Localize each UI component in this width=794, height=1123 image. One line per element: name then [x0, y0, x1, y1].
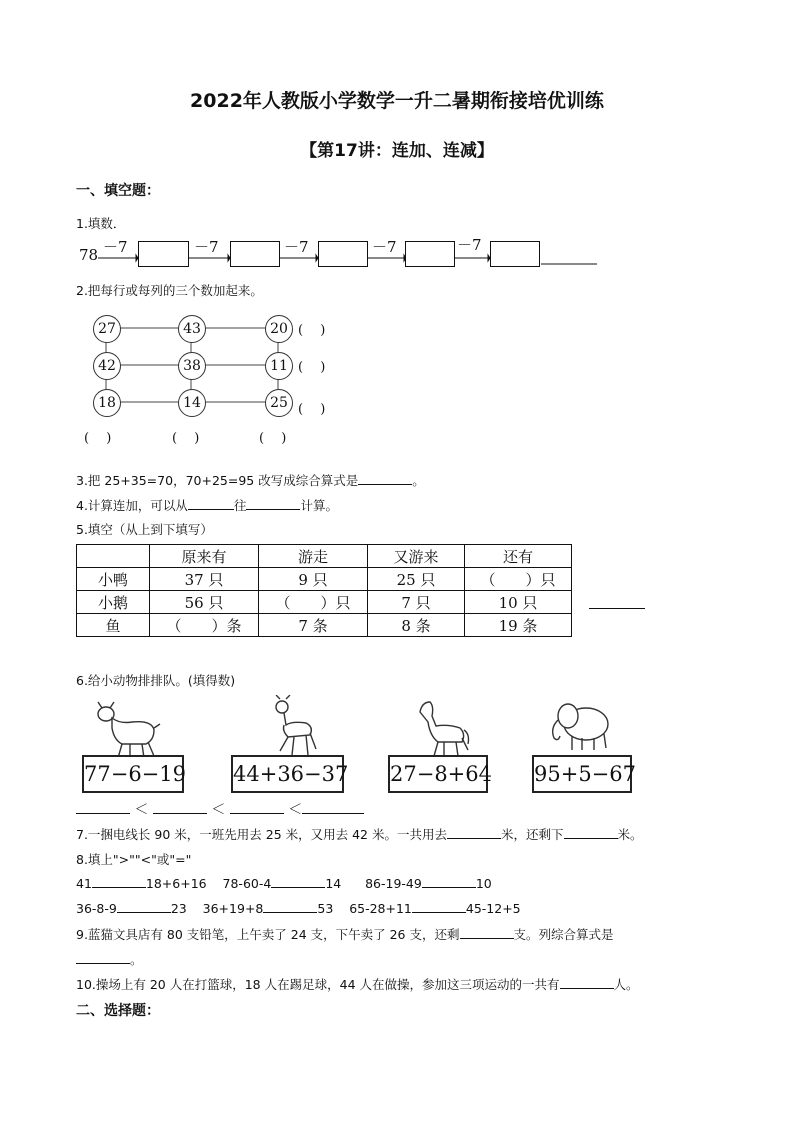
question-7-text-b: 米，还剩下: [501, 827, 564, 842]
horse-icon: [412, 698, 472, 758]
grid-number: 25: [265, 389, 293, 417]
answer-blank[interactable]: [302, 801, 364, 814]
table-header-cell: 游走: [259, 545, 368, 568]
question-4-text-a: 4.计算连加，可以从: [76, 498, 188, 513]
answer-blank[interactable]: [564, 826, 618, 839]
table-header-cell: [77, 545, 150, 568]
answer-blank[interactable]: [589, 608, 645, 609]
grid-number: 27: [93, 315, 121, 343]
compare-left: 78-60-4: [222, 876, 272, 891]
less-than-sign: ＜: [211, 802, 226, 818]
compare-blank[interactable]: [117, 900, 171, 913]
section-heading-multiple-choice: 二、选择题：: [76, 1003, 160, 1019]
question-8-row-2: [76, 900, 521, 916]
question-9-line-1: [76, 925, 614, 943]
question-8-row-1: [76, 875, 492, 891]
compare-left: 65-28+11: [349, 901, 412, 916]
compare-right: 23: [170, 901, 187, 916]
chain-op-4: －7: [372, 238, 397, 256]
question-5-table: [76, 544, 572, 637]
question-7: [76, 825, 643, 843]
table-cell-blank[interactable]: （ ）只: [259, 591, 368, 614]
answer-blank[interactable]: [460, 926, 514, 939]
compare-left: 36+19+8: [202, 901, 264, 916]
answer-blank[interactable]: [153, 801, 207, 814]
grid-number: 18: [93, 389, 121, 417]
row-sum-blank[interactable]: ( ): [298, 323, 326, 338]
grid-number: 14: [178, 389, 206, 417]
table-cell: 19 条: [465, 614, 572, 637]
question-2-text: 2.把每行或每列的三个数加起来。: [76, 283, 263, 298]
expression-card: 44+36−37: [231, 755, 344, 793]
deer-icon: [262, 695, 322, 757]
answer-blank[interactable]: [188, 497, 234, 510]
expression-card: 95+5−67: [532, 755, 632, 793]
less-than-sign: ＜: [288, 802, 303, 818]
compare-right: 45-12+5: [465, 901, 521, 916]
grid-number: 38: [178, 352, 206, 380]
table-header-cell: 原来有: [150, 545, 259, 568]
answer-box-5[interactable]: [490, 241, 540, 267]
compare-left: 36-8-9: [76, 901, 117, 916]
question-9-text-b: 支。列综合算式是: [513, 927, 614, 942]
answer-box-4[interactable]: [405, 241, 455, 267]
grid-number: 11: [265, 352, 293, 380]
row-sum-blank[interactable]: ( ): [298, 360, 326, 375]
table-cell: 7 只: [368, 591, 465, 614]
question-10-text-a: 10.操场上有 20 人在打篮球，18 人在踢足球，44 人在做操，参加这三项运动的一共有: [76, 977, 560, 992]
question-7-text-a: 7.一捆电线长 90 米，一班先用去 25 米，又用去 42 米。一共用去: [76, 827, 447, 842]
compare-left: 86-19-49: [365, 876, 422, 891]
compare-right: 10: [475, 876, 492, 891]
compare-blank[interactable]: [271, 875, 325, 888]
goat-icon: [88, 700, 168, 760]
table-cell: 小鸭: [77, 568, 150, 591]
table-cell-blank[interactable]: （ ）条: [150, 614, 259, 637]
question-6-text: 6.给小动物排排队。(填得数): [76, 673, 236, 688]
question-5-text: 5.填空（从上到下填写）: [76, 522, 213, 537]
question-10: [76, 975, 639, 993]
answer-blank[interactable]: [76, 801, 130, 814]
grid-number: 42: [93, 352, 121, 380]
question-9-text-a: 9.蓝猫文具店有 80 支铅笔，上午卖了 24 支，下午卖了 26 支，还剩: [76, 927, 460, 942]
elephant-icon: [548, 698, 614, 754]
grid-number: 43: [178, 315, 206, 343]
question-4-text-c: 计算。: [300, 498, 338, 513]
answer-box-3[interactable]: [318, 241, 368, 267]
question-9-line-2: [76, 950, 143, 968]
answer-blank[interactable]: [76, 951, 130, 964]
question-9-end: 。: [130, 952, 143, 967]
question-4: [76, 496, 338, 514]
question-8-text: 8.填上">""<"或"=": [76, 852, 192, 867]
table-cell: 37 只: [150, 568, 259, 591]
expression-card: 27−8+64: [388, 755, 488, 793]
chain-op-3: －7: [284, 238, 309, 256]
compare-blank[interactable]: [92, 875, 146, 888]
compare-left: 41: [76, 876, 92, 891]
grid-number: 20: [265, 315, 293, 343]
answer-blank[interactable]: [447, 826, 501, 839]
ordering-line: [76, 799, 364, 819]
table-cell: 25 只: [368, 568, 465, 591]
table-cell: 10 只: [465, 591, 572, 614]
table-header-row: [77, 545, 572, 568]
compare-blank[interactable]: [412, 900, 466, 913]
less-than-sign: ＜: [134, 802, 149, 818]
table-cell: 鱼: [77, 614, 150, 637]
table-header-cell: 还有: [465, 545, 572, 568]
compare-blank[interactable]: [263, 900, 317, 913]
page-title: 2022年人教版小学数学一升二暑期衔接培优训练: [190, 90, 604, 112]
section-heading-fill-blank: 一、填空题：: [76, 183, 160, 199]
answer-box-1[interactable]: [138, 241, 189, 267]
table-row: [77, 568, 572, 591]
table-cell: 9 只: [259, 568, 368, 591]
question-10-text-b: 人。: [613, 977, 639, 992]
table-row: [77, 591, 572, 614]
answer-box-2[interactable]: [230, 241, 280, 267]
chain-op-1: －7: [103, 238, 128, 256]
compare-right: 18+6+16: [145, 876, 207, 891]
question-4-text-b: 往: [233, 498, 247, 513]
question-1-text: 1.填数．: [76, 216, 126, 231]
question-7-text-c: 米。: [617, 827, 643, 842]
compare-right: 53: [317, 901, 334, 916]
answer-blank[interactable]: [230, 801, 284, 814]
expression-card: 77−6−19: [82, 755, 184, 793]
table-header-cell: 又游来: [368, 545, 465, 568]
question-3-end: 。: [412, 473, 425, 488]
question-3: [76, 471, 425, 489]
compare-blank[interactable]: [422, 875, 476, 888]
column-sum-blank[interactable]: ( ): [172, 431, 200, 446]
row-sum-blank[interactable]: ( ): [298, 402, 326, 417]
answer-blank[interactable]: [358, 472, 412, 485]
table-cell-blank[interactable]: （ ）只: [465, 568, 572, 591]
table-cell: 56 只: [150, 591, 259, 614]
column-sum-blank[interactable]: ( ): [84, 431, 112, 446]
answer-blank[interactable]: [246, 497, 300, 510]
chain-start-number: 78: [79, 246, 99, 264]
compare-right: 14: [325, 876, 342, 891]
question-3-text: 3.把 25+35=70，70+25=95 改写成综合算式是: [76, 473, 359, 488]
chain-op-5: －7: [457, 236, 482, 254]
table-row: [77, 614, 572, 637]
chain-op-2: －7: [194, 238, 219, 256]
table-cell: 小鹅: [77, 591, 150, 614]
table-cell: 7 条: [259, 614, 368, 637]
answer-blank[interactable]: [560, 976, 614, 989]
lesson-subtitle: 【第17讲：连加、连减】: [300, 141, 494, 161]
column-sum-blank[interactable]: ( ): [259, 431, 287, 446]
table-cell: 8 条: [368, 614, 465, 637]
